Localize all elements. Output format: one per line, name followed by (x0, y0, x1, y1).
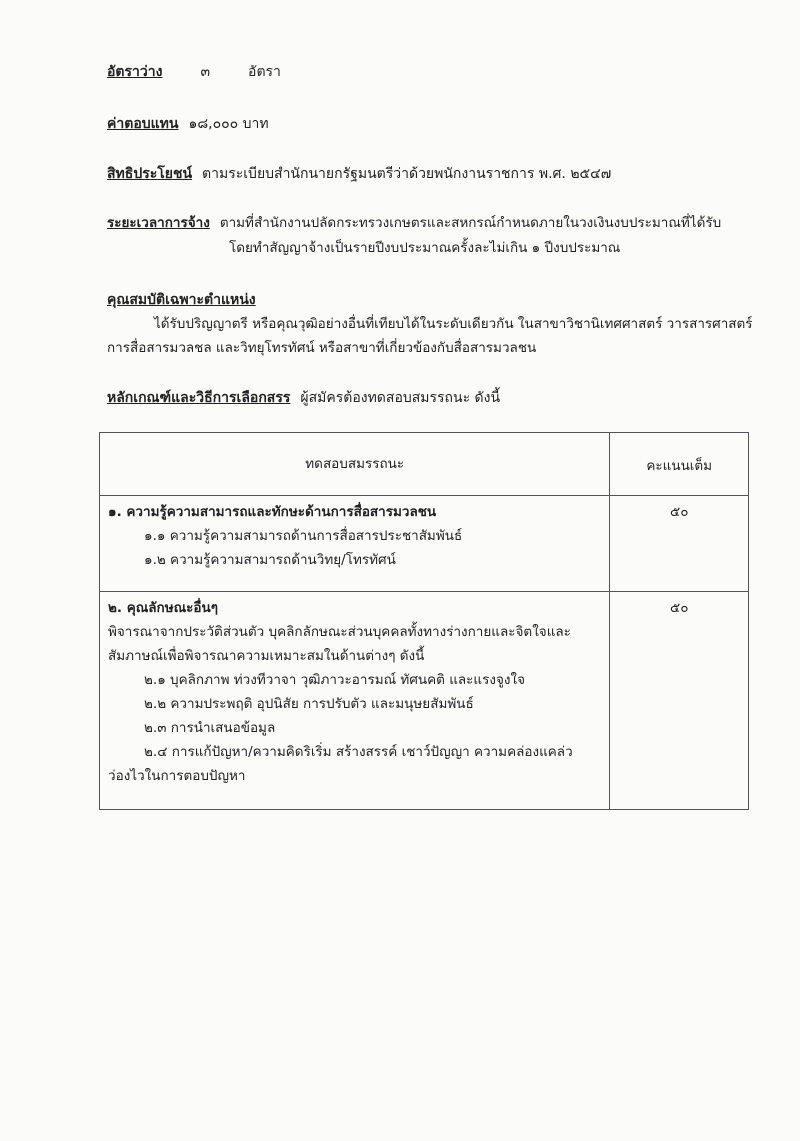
benefits-line (107, 164, 611, 184)
row2-item2: ๒.๒ ความประพฤติ อุปนิสัย การปรับตัว และมนุษยสัมพันธ์ (144, 696, 474, 712)
header-test: ทดสอบสมรรถนะ (100, 433, 610, 496)
row2-desc2: สัมภาษณ์เพื่อพิจารณาความเหมาะสมในด้านต่างๆ ดังนี้ (108, 648, 425, 664)
selection-line (107, 388, 500, 408)
row1-title: ๑. ความรู้ความสามารถและทักษะด้านการสื่อสารมวลชน (108, 504, 437, 520)
header-score: คะแนนเต็ม (610, 433, 749, 496)
duration-label: ระยะเวลาการจ้าง (107, 215, 210, 231)
row2-content (100, 592, 610, 810)
duration-line1 (107, 213, 721, 233)
row2-item4b: ว่องไวในการตอบปัญหา (108, 768, 246, 784)
salary-label: ค่าตอบแทน (107, 116, 179, 132)
qualifications-label: คุณสมบัติเฉพาะตำแหน่ง (107, 292, 256, 308)
selection-text: ผู้สมัครต้องทดสอบสมรรถนะ ดังนี้ (300, 390, 501, 406)
row1-score: ๕๐ (610, 496, 749, 592)
vacancy-line (107, 62, 281, 82)
salary-line (107, 114, 269, 134)
vacancy-count: ๓ (200, 64, 211, 80)
table-row (100, 592, 749, 810)
vacancy-label: อัตราว่าง (107, 64, 163, 80)
competency-table (99, 432, 749, 810)
benefits-text: ตามระเบียบสำนักนายกรัฐมนตรีว่าด้วยพนักงานราชการ พ.ศ. ๒๕๔๗ (202, 166, 612, 182)
vacancy-unit: อัตรา (248, 64, 281, 80)
duration-text-1: ตามที่สำนักงานปลัดกระทรวงเกษตรและสหกรณ์กำหนดภายในวงเงินงบประมาณที่ได้รับ (219, 215, 722, 231)
table-row (100, 496, 749, 592)
selection-label: หลักเกณฑ์และวิธีการเลือกสรร (107, 390, 291, 406)
table-header-row (100, 433, 749, 496)
row2-desc1: พิจารณาจากประวัติส่วนตัว บุคลิกลักษณะส่วนบุคคลทั้งทางร่างกายและจิตใจและ (108, 624, 571, 640)
row2-title: ๒. คุณลักษณะอื่นๆ (108, 600, 218, 616)
row1-item1: ๑.๑ ความรู้ความสามารถด้านการสื่อสารประชาสัมพันธ์ (144, 528, 463, 544)
row2-item1: ๒.๑ บุคลิกภาพ ท่วงทีวาจา วุฒิภาวะอารมณ์ ทัศนคติ และแรงจูงใจ (144, 672, 525, 688)
row1-content (100, 496, 610, 592)
duration-text-2: โดยทำสัญญาจ้างเป็นรายปีงบประมาณครั้งละไม่เกิน ๑ ปีงบประมาณ (229, 240, 621, 256)
row2-item3: ๒.๓ การนำเสนอข้อมูล (144, 720, 276, 736)
salary-value: ๑๘,๐๐๐ บาท (188, 116, 269, 132)
row1-item2: ๑.๒ ความรู้ความสามารถด้านวิทยุ/โทรทัศน์ (144, 552, 396, 568)
qualifications-text-2: การสื่อสารมวลชล และวิทยุโทรทัศน์ หรือสาขาที่เกี่ยวข้องกับสื่อสารมวลชน (107, 340, 537, 356)
row2-item4a: ๒.๔ การแก้ปัญหา/ความคิดริเริ่ม สร้างสรรค์ เชาว์ปัญญา ความคล่องแคล่ว (144, 744, 573, 760)
qualifications-text-1: ได้รับปริญญาตรี หรือคุณวุฒิอย่างอื่นที่เทียบได้ในระดับเดียวกัน ในสาขาวิชานิเทศศาสตร์ วารสารศาสตร์ (154, 316, 753, 332)
row2-score: ๕๐ (610, 592, 749, 810)
benefits-label: สิทธิประโยชน์ (107, 166, 193, 182)
